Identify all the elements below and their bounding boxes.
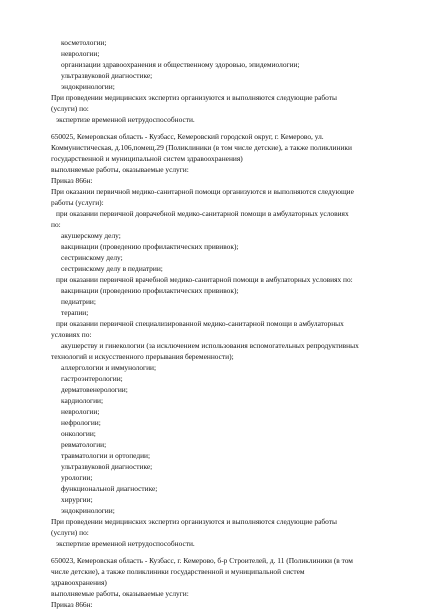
text-line: хирургии; <box>61 495 93 504</box>
text-line: вакцинации (проведению профилактических прививок); <box>61 286 239 295</box>
text-line: терапии; <box>61 308 89 317</box>
text-line: работы (услуги): <box>51 198 104 207</box>
text-line: вакцинации (проведению профилактических прививок); <box>61 242 239 251</box>
text-line: акушерству и гинекологии (за исключением использования вспомогательных репродуктивных <box>61 341 359 350</box>
text-line: аллергологии и иммунологии; <box>61 363 157 372</box>
address-line: Коммунистическая, д.106,помещ.29 (Поликлиники (в том числе детские), а также поликлиники <box>51 143 352 152</box>
text-line: при оказании первичной специализированной медико-санитарной помощи в амбулаторных <box>56 319 344 328</box>
address-line: числе детские), а также поликлиники государственной и муниципальной систем <box>51 567 305 576</box>
text-line: организации здравоохранения и общественному здоровью, эпидемиологии; <box>61 60 300 69</box>
text-line: эндокринологии; <box>61 506 115 515</box>
text-line: сестринскому делу; <box>61 253 123 262</box>
text-line: акушерскому делу; <box>61 231 121 240</box>
text-line: неврологии; <box>61 407 100 416</box>
text-line: выполняемые работы, оказываемые услуги: <box>51 165 189 174</box>
text-line: Приказ 866н: <box>51 176 93 185</box>
address-line: 650023, Кемеровская область - Кузбасс, г. Кемерово, б-р Строителей, д. 11 (Поликлиники (в том <box>51 556 353 565</box>
address-line: государственной и муниципальной систем здравоохранения) <box>51 154 243 163</box>
text-line: условиях по: <box>51 330 92 339</box>
text-line: кардиологии; <box>61 396 104 405</box>
text-line: ревматологии; <box>61 440 107 449</box>
text-line: (услуги) по: <box>51 528 89 537</box>
text-line: эндокринологии; <box>61 82 115 91</box>
text-line: нефрологии; <box>61 418 101 427</box>
address-line: 650025, Кемеровская область - Кузбасс, Кемеровский городской округ, г. Кемерово, ул. <box>51 132 324 141</box>
text-line: сестринскому делу в педиатрии; <box>61 264 163 273</box>
text-line: При проведении медицинских экспертиз организуются и выполняются следующие работы <box>51 93 337 102</box>
text-line: при оказании первичной доврачебной медико-санитарной помощи в амбулаторных условиях <box>56 209 349 218</box>
text-line: выполняемые работы, оказываемые услуги: <box>51 589 189 598</box>
text-line: педиатрии; <box>61 297 96 306</box>
text-line: косметологии; <box>61 38 107 47</box>
text-line: экспертизе временной нетрудоспособности. <box>56 539 195 548</box>
text-line: по: <box>51 220 61 229</box>
text-line: при оказании первичной врачебной медико-санитарной помощи в амбулаторных условиях по: <box>56 275 353 284</box>
text-line: ультразвуковой диагностике; <box>61 71 153 80</box>
text-line: дерматовенерологии; <box>61 385 128 394</box>
text-line: гастроэнтерологии; <box>61 374 123 383</box>
text-line: При оказании первичной медико-санитарной помощи организуются и выполняются следующие <box>51 187 354 196</box>
text-line: функциональной диагностике; <box>61 484 158 493</box>
text-line: неврологии; <box>61 49 100 58</box>
text-line: экспертизе временной нетрудоспособности. <box>56 115 195 124</box>
text-line: технологий и искусственного прерывания беременности); <box>51 352 234 361</box>
text-line: травматологии и ортопедии; <box>61 451 151 460</box>
text-line: При проведении медицинских экспертиз организуются и выполняются следующие работы <box>51 517 337 526</box>
text-line: Приказ 866н: <box>51 600 93 609</box>
text-line: онкологии; <box>61 429 96 438</box>
text-line: (услуги) по: <box>51 104 89 113</box>
text-line: ультразвуковой диагностике; <box>61 462 153 471</box>
text-line: урологии; <box>61 473 93 482</box>
address-line: здравоохранения) <box>51 578 107 587</box>
